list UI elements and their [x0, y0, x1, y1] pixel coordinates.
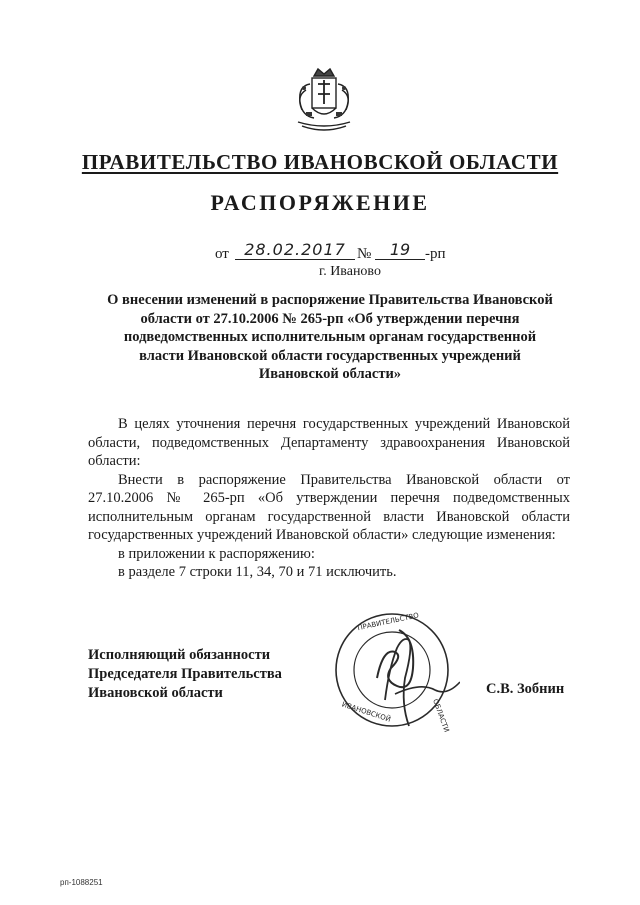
number-prefix: №: [357, 246, 372, 262]
document-number: 19: [375, 240, 425, 260]
svg-text:ПРАВИТЕЛЬСТВО: ПРАВИТЕЛЬСТВО: [356, 611, 420, 633]
document-type: РАСПОРЯЖЕНИЕ: [210, 190, 430, 215]
svg-text:ОБЛАСТИ: ОБЛАСТИ: [431, 697, 451, 734]
svg-text:ИВАНОВСКОЙ: ИВАНОВСКОЙ: [340, 700, 392, 724]
signatory-position: Исполняющий обязанности Председателя Правительства Ивановской области: [88, 647, 282, 701]
date-prefix: от: [215, 246, 229, 262]
city: г. Иваново: [319, 264, 381, 279]
body-line: в приложении к распоряжению:: [118, 545, 315, 562]
document-code: рп-1088251: [60, 878, 103, 887]
official-stamp-and-signature: [325, 608, 460, 743]
body-paragraph: Внести в распоряжение Правительства Ивановской области от 27.10.2006 № 265-рп «Об утверждении перечня подведомственных исполнительным органам государственной власти Ивановской области государственных учреждений Ивановской области» следующие изменения:: [88, 471, 570, 543]
body-paragraph: В целях уточнения перечня государственных учреждений Ивановской области, подведомственных Департаменту здравоохранения Ивановской области:: [88, 416, 570, 469]
document-date: 28.02.2017: [235, 240, 355, 260]
body-line: в разделе 7 строки 11, 34, 70 и 71 исключить.: [118, 564, 397, 580]
date-number-line: [215, 240, 475, 265]
document-body: [88, 415, 570, 582]
coat-of-arms-emblem: [292, 66, 356, 136]
signatory-name: С.В. Зобнин: [486, 681, 565, 697]
organization-title: ПРАВИТЕЛЬСТВО ИВАНОВСКОЙ ОБЛАСТИ: [81, 150, 559, 174]
number-suffix: -рп: [425, 246, 446, 262]
document-subject: О внесении изменений в распоряжение Правительства Ивановской области от 27.10.2006 № 265-рп «Об утверждении перечня подведомственных исполнительным органам государственной власти Ивановской области государственных учреждений Ивановской области»: [107, 292, 553, 382]
